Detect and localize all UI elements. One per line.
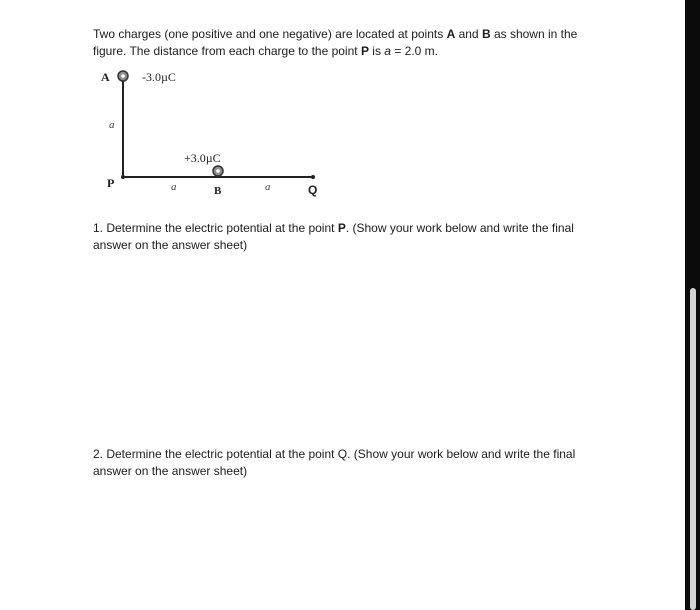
charge-diagram — [90, 62, 340, 202]
intro-text-5: = 2.0 m. — [390, 44, 439, 58]
label-point-a: A — [101, 70, 110, 84]
intro-point-b: B — [481, 27, 491, 41]
scrollbar-track[interactable] — [686, 0, 700, 610]
scrollbar-thumb[interactable] — [690, 288, 696, 610]
intro-point-p: P — [360, 44, 369, 58]
label-distance-vertical: a — [109, 119, 115, 131]
intro-text-2: and — [455, 27, 482, 41]
label-point-b: B — [214, 185, 222, 197]
point-p-dot — [121, 175, 125, 179]
intro-point-a: A — [446, 27, 456, 41]
charge-b-highlight — [216, 169, 220, 173]
label-charge-a: -3.0µC — [142, 70, 176, 84]
charge-a-highlight — [121, 74, 125, 78]
intro-text-3: as shown in the figure. The distance from each charge to the point — [93, 27, 578, 58]
question-1 — [93, 220, 613, 254]
question-1-text-1: 1. Determine the electric potential at the point — [93, 221, 338, 235]
label-point-p: P — [107, 176, 115, 190]
label-charge-b: +3.0µC — [184, 151, 221, 165]
question-1-point-p: P — [337, 221, 346, 235]
question-2: 2. Determine the electric potential at the point Q. (Show your work below and write the final answer on the answer sheet) — [93, 447, 576, 478]
intro-text-4: is — [368, 44, 385, 58]
intro-text-1: Two charges (one positive and one negative) are located at points — [93, 27, 447, 41]
intro-variable-a: a — [384, 44, 391, 58]
question-1-text-2: . (Show your work below and write the final answer on the answer sheet) — [93, 221, 574, 252]
label-distance-left: a — [171, 181, 177, 193]
label-distance-right: a — [265, 181, 271, 193]
point-q-dot — [311, 175, 315, 179]
intro-paragraph — [93, 26, 613, 60]
label-point-q: Q — [308, 183, 318, 197]
